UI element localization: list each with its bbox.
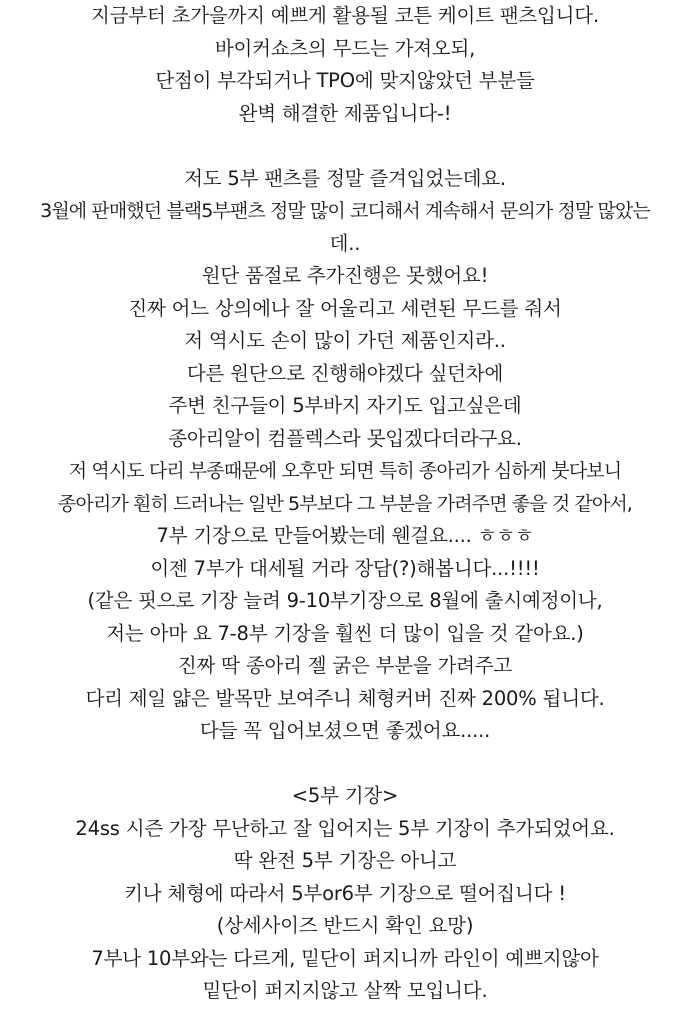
section-heading: <5부 기장> [291,784,399,807]
text-line: 24ss 시즌 가장 무난하고 잘 입어지는 5부 기장이 추가되었어요. [75,816,615,840]
text-line: (상세사이즈 반드시 확인 요망) [216,914,474,937]
text-line: 7부나 10부와는 다르게, 밑단이 퍼지니까 라인이 예쁘지않아 [91,946,599,970]
text-line: 3월에 판매했던 블랙5부팬츠 정말 많이 코디해서 계속해서 문의가 정말 많았는 [40,200,650,222]
text-line: 데.. [329,231,361,255]
text-line: 저도 5부 팬츠를 정말 즐겨입었는데요. [184,166,506,190]
text-line: (같은 핏으로 기장 늘려 9-10부기장으로 8월에 출시예정이나, [87,589,603,612]
story-paragraph [0,163,690,748]
intro-paragraph [0,0,690,130]
text-line: 진짜 딱 종아리 젤 굵은 부분을 가려주고 [177,654,513,677]
text-line: 밑단이 퍼지지않고 살짝 모입니다. [202,979,488,1002]
text-line: 완벽 해결한 제품입니다-! [238,101,452,125]
text-line: 다리 제일 얇은 발목만 보여주니 체형커버 진짜 200% 됩니다. [85,686,605,710]
text-line: 딱 완전 5부 기장은 아니고 [233,849,457,872]
length-note-paragraph [0,780,690,1008]
text-line: 지금부터 초가을까지 예쁘게 활용될 코튼 케이트 팬츠입니다. [91,4,599,27]
text-line: 진짜 어느 상의에나 잘 어울리고 세련된 무드를 줘서 [128,296,562,320]
paragraph-spacer [0,748,690,781]
text-line: 종아리가 훤히 드러나는 일반 5부보다 그 부분을 가려주면 좋을 것 같아서, [58,492,632,515]
paragraph-spacer [0,130,690,163]
text-line: 원단 품절로 추가진행은 못했어요! [201,264,489,287]
text-line: 이젠 7부가 대세될 거라 장담(?)해봅니다...!!!! [150,556,540,580]
text-line: 저는 아마 요 7-8부 기장을 훨씬 더 많이 입을 것 같아요.) [106,621,584,645]
text-line: 단점이 부각되거나 TPO에 맞지않았던 부분들 [155,69,535,92]
text-line: 다들 꼭 입어보셨으면 좋겠어요..... [199,719,491,742]
text-line: 종아리알이 컴플렉스라 못입겠다더라구요. [168,426,522,450]
text-line: 저 역시도 손이 많이 가던 제품인지라.. [184,329,506,352]
text-line: 저 역시도 다리 부종때문에 오후만 되면 특히 종아리가 심하게 붓다보니 [68,460,622,482]
text-line: 키나 체형에 따라서 5부or6부 기장으로 떨어집니다 ! [124,881,566,905]
text-line: 7부 기장으로 만들어봤는데 웬걸요.... ㅎㅎㅎ [156,524,534,547]
text-line: 다른 원단으로 진행해야겠다 싶던차에 [186,361,504,385]
text-line: 주변 친구들이 5부바지 자기도 입고싶은데 [168,394,522,417]
text-line: 바이커쇼츠의 무드는 가져오되, [214,36,476,60]
